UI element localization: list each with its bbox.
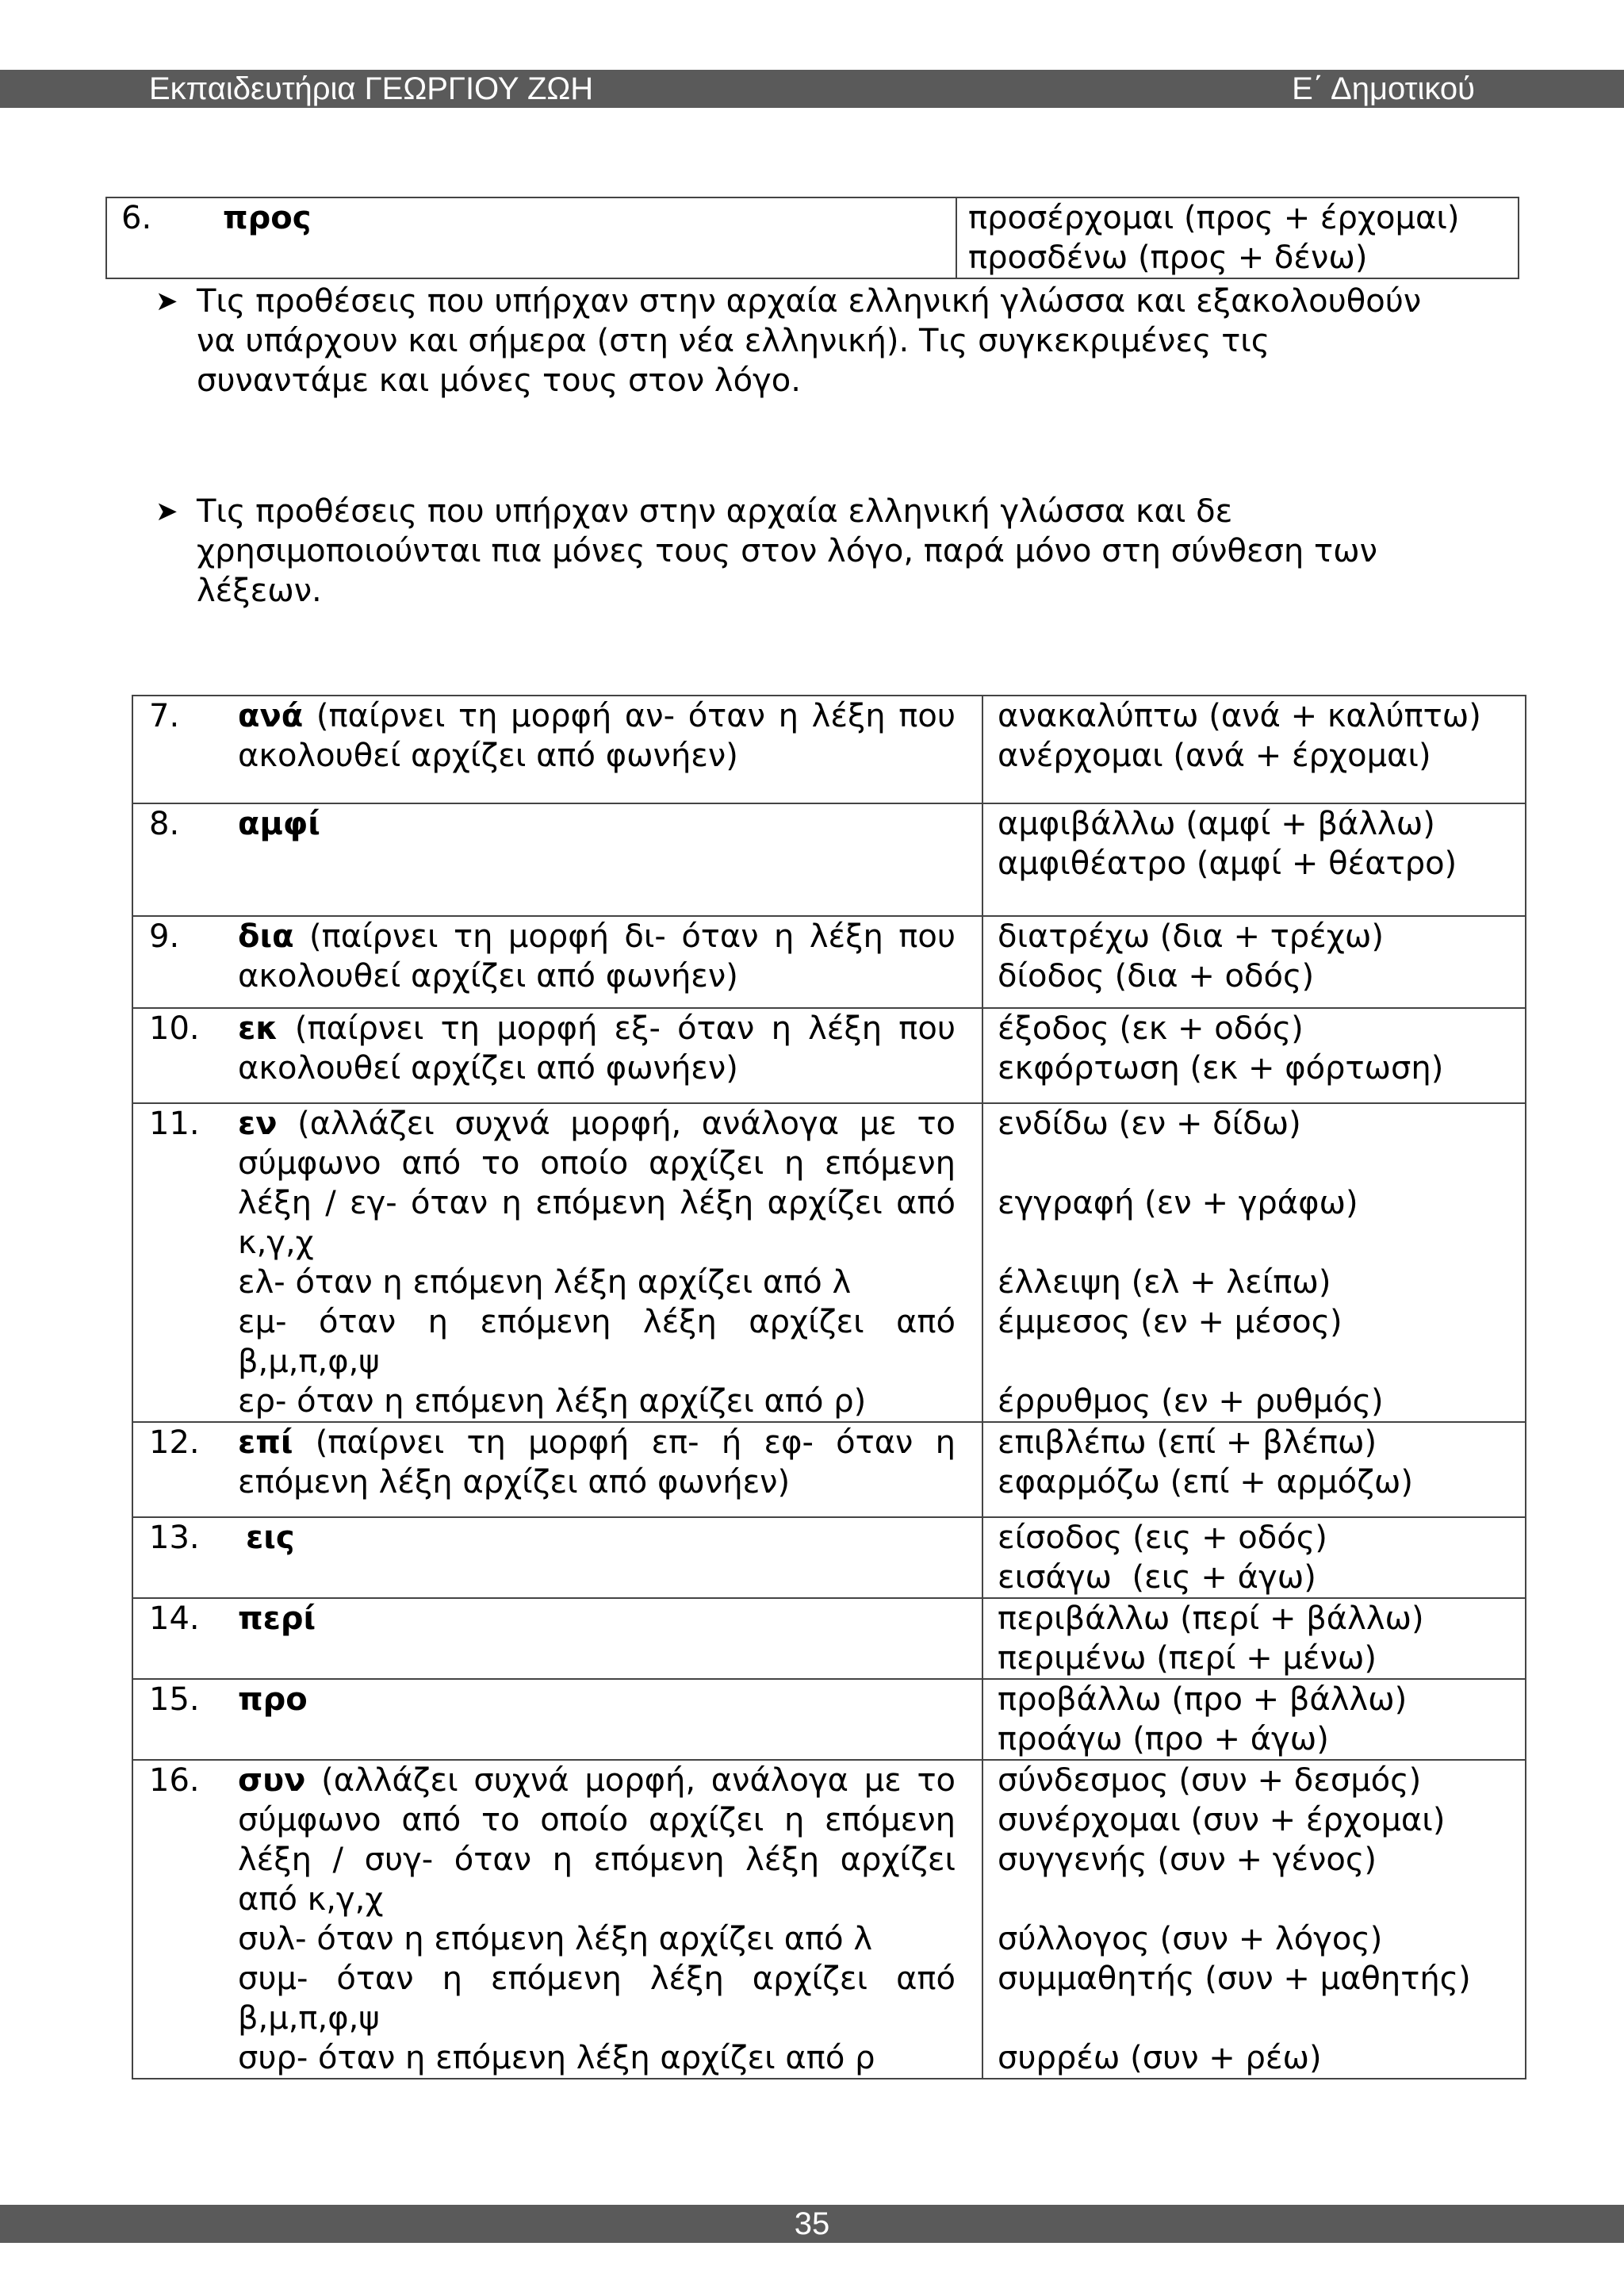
example-line: συνέρχομαι (συν + έρχομαι) — [998, 1802, 1446, 1838]
preposition-cell — [132, 803, 982, 916]
bullet-item — [155, 282, 1472, 401]
example-line: έξοδος (εκ + οδός) — [998, 1010, 1304, 1047]
example-line: περιβάλλω (περί + βάλλω) — [998, 1600, 1424, 1637]
row-number: 15. — [149, 1681, 200, 1718]
example-line: συρρέω (συν + ρέω) — [998, 2040, 1322, 2076]
description-line: επόμενη λέξη αρχίζει από φωνήεν) — [238, 1464, 791, 1501]
row-number: 10. — [149, 1010, 200, 1047]
preposition-keyword: αμφί — [238, 806, 320, 842]
preposition-cell — [132, 696, 982, 803]
row-number: 14. — [149, 1600, 200, 1637]
description-line: ακολουθεί αρχίζει από φωνήεν) — [238, 738, 738, 774]
description-line: σύμφωνο από το οποίο αρχίζει η επόμενη — [238, 1145, 956, 1182]
description-line: ακολουθεί αρχίζει από φωνήεν) — [238, 958, 738, 995]
example-line: επιβλέπω (επί + βλέπω) — [998, 1424, 1377, 1461]
description-line: (παίρνει τη μορφή αν- όταν η λέξη που — [316, 698, 956, 734]
example-line: προσέρχομαι (προς + έρχομαι) — [968, 200, 1460, 236]
row-number: 9. — [149, 918, 180, 955]
preposition-cell — [132, 1760, 982, 2079]
table-row — [132, 1760, 1526, 2079]
example-line: δίοδος (δια + οδός) — [998, 958, 1315, 995]
arrow-bullet-icon: ➤ — [155, 496, 178, 527]
examples-cell — [982, 1422, 1526, 1517]
preposition-keyword: επί — [238, 1424, 293, 1461]
preposition-keyword: δια — [238, 918, 294, 955]
bullet-list-1 — [155, 282, 1472, 401]
preposition-keyword: προ — [238, 1681, 308, 1718]
example-line: διατρέχω (δια + τρέχω) — [998, 918, 1385, 955]
table-row — [132, 1517, 1526, 1598]
bullet-line: να υπάρχουν και σήμερα (στη νέα ελληνική). Τις συγκεκριμένες τις — [197, 323, 1270, 359]
bullet-item — [155, 492, 1472, 611]
preposition-cell — [132, 916, 982, 1008]
preposition-cell — [106, 197, 956, 278]
description-line: ακολουθεί αρχίζει από φωνήεν) — [238, 1050, 738, 1087]
example-line: αμφιθέατρο (αμφί + θέατρο) — [998, 845, 1457, 882]
example-line: εκφόρτωση (εκ + φόρτωση) — [998, 1050, 1444, 1087]
preposition-description — [238, 917, 956, 996]
examples-cell — [982, 1679, 1526, 1760]
bullet-list-2 — [155, 492, 1472, 611]
description-line: (παίρνει τη μορφή εξ- όταν η λέξη που — [294, 1010, 956, 1047]
page-number: 35 — [794, 2206, 830, 2241]
example-line: εγγραφή (εν + γράφω) — [998, 1185, 1358, 1221]
bullet-line: συναντάμε και μόνες τους στον λόγο. — [197, 362, 801, 399]
preposition-cell — [132, 1103, 982, 1422]
table-row — [132, 1422, 1526, 1517]
examples-cell — [982, 803, 1526, 916]
example-line: έλλειψη (ελ + λείπω) — [998, 1264, 1331, 1301]
examples-cell — [982, 1760, 1526, 2079]
example-line: προάγω (προ + άγω) — [998, 1721, 1329, 1757]
row-number: 12. — [149, 1424, 200, 1461]
arrow-bullet-icon: ➤ — [155, 286, 178, 317]
description-line: λέξη / εγ- όταν η επόμενη λέξη αρχίζει από — [238, 1185, 956, 1221]
example-line: σύλλογος (συν + λόγος) — [998, 1921, 1383, 1957]
grade-label: Ε΄ Δημοτικού — [1292, 71, 1475, 106]
example-line: αμφιβάλλω (αμφί + βάλλω) — [998, 806, 1435, 842]
bullet-line: χρησιμοποιούνται πια μόνες τους στον λόγο, παρά μόνο στη σύνθεση των — [197, 533, 1377, 569]
description-line: β,μ,π,φ,ψ — [238, 1343, 380, 1380]
examples-cell — [982, 1598, 1526, 1679]
description-line: κ,γ,χ — [238, 1225, 314, 1261]
example-line: συμμαθητής (συν + μαθητής) — [998, 1961, 1471, 1997]
prepositions-table-top — [105, 197, 1519, 279]
description-line: λέξη / συγ- όταν η επόμενη λέξη αρχίζει — [238, 1842, 956, 1878]
description-line: (αλλάζει συχνά μορφή, ανάλογα με το — [321, 1762, 956, 1799]
bullet-line: Τις προθέσεις που υπήρχαν στην αρχαία ελληνική γλώσσα και εξακολουθούν — [197, 283, 1422, 320]
preposition-keyword: εν — [238, 1106, 278, 1142]
description-line: εμ- όταν η επόμενη λέξη αρχίζει από — [238, 1304, 956, 1340]
examples-cell — [982, 1008, 1526, 1103]
example-line: περιμένω (περί + μένω) — [998, 1640, 1377, 1677]
preposition-keyword: ανά — [238, 698, 304, 734]
table-row — [132, 1679, 1526, 1760]
examples-cell — [982, 696, 1526, 803]
preposition-keyword: εις — [246, 1520, 295, 1556]
row-number: 13. — [149, 1520, 200, 1556]
example-line: σύνδεσμος (συν + δεσμός) — [998, 1762, 1422, 1799]
examples-cell — [982, 916, 1526, 1008]
row-number: 8. — [149, 806, 180, 842]
row-number: 7. — [149, 698, 180, 734]
table-row — [132, 1598, 1526, 1679]
preposition-description — [238, 1761, 956, 2078]
school-name: Εκπαιδευτήρια ΓΕΩΡΓΙΟΥ ΖΩΗ — [149, 71, 594, 106]
examples-cell — [956, 197, 1519, 278]
table-row — [132, 1008, 1526, 1103]
preposition-description — [238, 1009, 956, 1088]
prepositions-table — [132, 695, 1526, 2079]
example-line: προσδένω (προς + δένω) — [968, 240, 1368, 276]
page-header — [0, 70, 1624, 108]
example-line: συγγενής (συν + γένος) — [998, 1842, 1377, 1878]
preposition-keyword: συν — [238, 1762, 306, 1799]
example-line: έμμεσος (εν + μέσος) — [998, 1304, 1342, 1340]
description-line: (παίρνει τη μορφή δι- όταν η λέξη που — [309, 918, 956, 955]
table-row — [132, 803, 1526, 916]
description-line: συλ- όταν η επόμενη λέξη αρχίζει από λ — [238, 1921, 873, 1957]
preposition-keyword: περί — [238, 1600, 316, 1637]
row-number: 11. — [149, 1106, 200, 1142]
preposition-keyword: εκ — [238, 1010, 278, 1047]
description-line: από κ,γ,χ — [238, 1881, 384, 1918]
preposition-cell — [132, 1598, 982, 1679]
example-line: είσοδος (εις + οδός) — [998, 1520, 1327, 1556]
bullet-line: λέξεων. — [197, 573, 322, 609]
description-line: (αλλάζει συχνά μορφή, ανάλογα με το — [297, 1106, 956, 1142]
example-line: ανέρχομαι (ανά + έρχομαι) — [998, 738, 1431, 774]
preposition-description — [238, 1423, 956, 1502]
preposition-description — [238, 696, 956, 776]
preposition-cell — [132, 1422, 982, 1517]
example-line: ανακαλύπτω (ανά + καλύπτω) — [998, 698, 1481, 734]
examples-cell — [982, 1517, 1526, 1598]
table-row — [106, 197, 1519, 278]
table-row — [132, 1103, 1526, 1422]
table-row — [132, 916, 1526, 1008]
preposition-description — [238, 1104, 956, 1421]
page-footer — [0, 2205, 1624, 2243]
preposition-cell — [132, 1008, 982, 1103]
description-line: συμ- όταν η επόμενη λέξη αρχίζει από — [238, 1961, 956, 1997]
description-line: β,μ,π,φ,ψ — [238, 2000, 380, 2037]
description-line: συρ- όταν η επόμενη λέξη αρχίζει από ρ — [238, 2040, 875, 2076]
example-line: εισάγω (εις + άγω) — [998, 1559, 1316, 1596]
description-line: ερ- όταν η επόμενη λέξη αρχίζει από ρ) — [238, 1383, 867, 1420]
description-line: σύμφωνο από το οποίο αρχίζει η επόμενη — [238, 1802, 956, 1838]
preposition-cell — [132, 1679, 982, 1760]
preposition-keyword: προς — [223, 200, 312, 236]
row-number: 6. — [121, 200, 152, 236]
description-line: (παίρνει τη μορφή επ- ή εφ- όταν η — [315, 1424, 956, 1461]
example-line: έρρυθμος (εν + ρυθμός) — [998, 1383, 1384, 1420]
example-line: προβάλλω (προ + βάλλω) — [998, 1681, 1408, 1718]
example-line: ενδίδω (εν + δίδω) — [998, 1106, 1301, 1142]
bullet-line: Τις προθέσεις που υπήρχαν στην αρχαία ελληνική γλώσσα και δε — [197, 493, 1233, 530]
description-line: ελ- όταν η επόμενη λέξη αρχίζει από λ — [238, 1264, 852, 1301]
example-line: εφαρμόζω (επί + αρμόζω) — [998, 1464, 1413, 1501]
examples-cell — [982, 1103, 1526, 1422]
table-row — [132, 696, 1526, 803]
preposition-cell — [132, 1517, 982, 1598]
row-number: 16. — [149, 1762, 200, 1799]
